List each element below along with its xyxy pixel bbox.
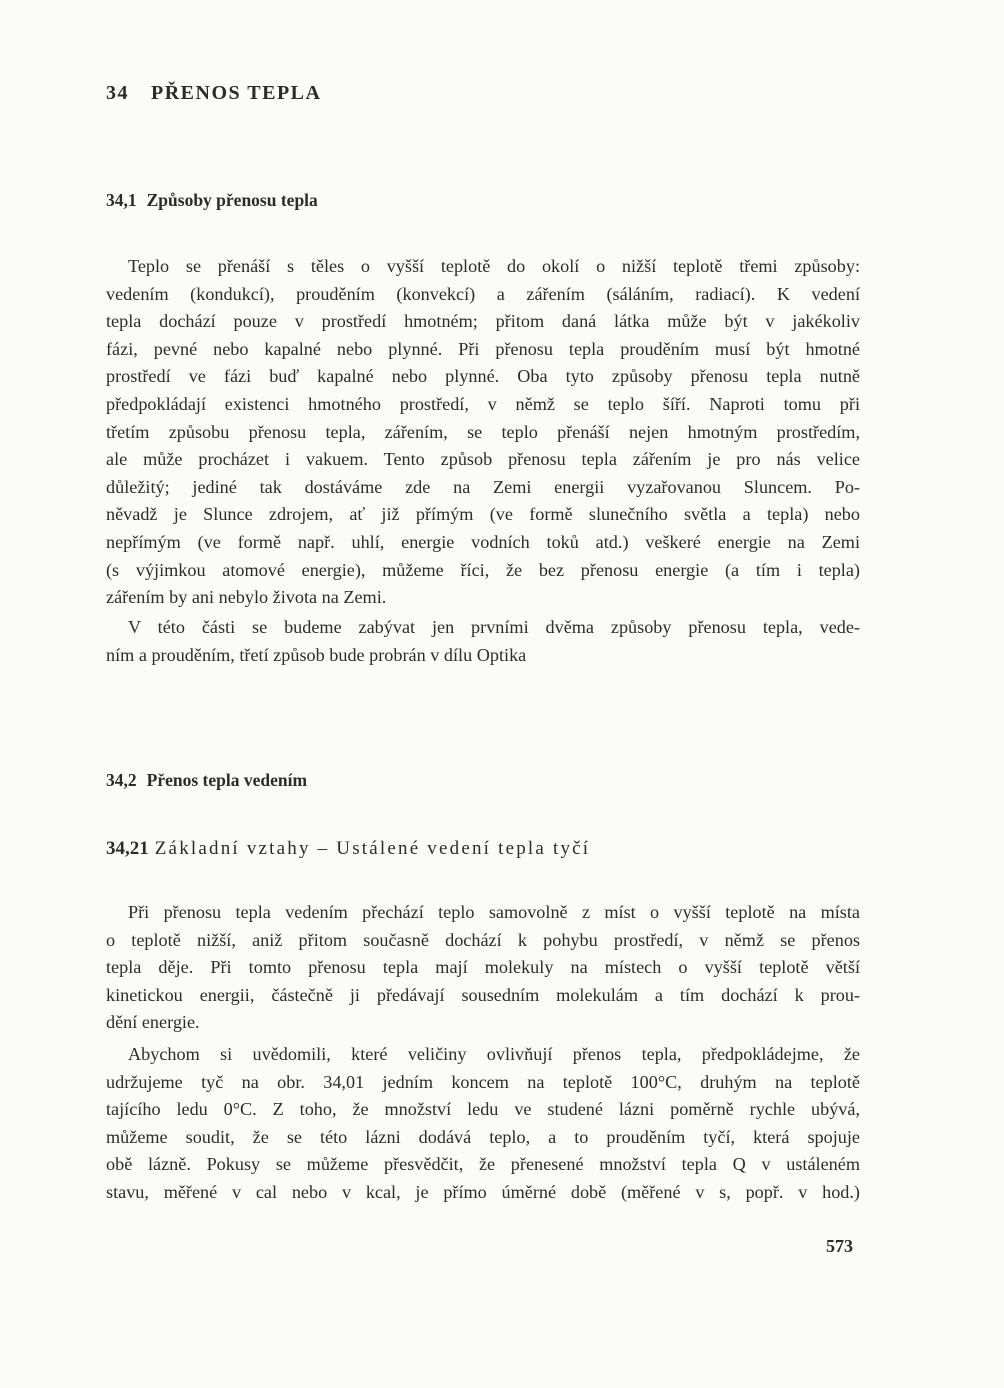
subsection-heading-34-21: [106, 838, 590, 860]
text-line: vedením (kondukcí), prouděním (konvekcí) a zářením (sáláním, radiací). K vedení: [106, 283, 860, 304]
section-title: Způsoby přenosu tepla: [146, 190, 318, 210]
text-line: něvadž je Slunce zdrojem, ať již přímým (ve formě slunečního světla a tepla) nebo: [106, 504, 860, 525]
paragraph-rod-experiment: [106, 1041, 860, 1207]
text-line: fázi, pevné nebo kapalné nebo plynné. Při přenosu tepla prouděním musí být hmotné: [106, 338, 860, 359]
text-line: ním a prouděním, třetí způsob bude probrán v dílu Optika: [106, 644, 527, 665]
section-number: 34,1: [106, 190, 137, 210]
chapter-number: 34: [106, 82, 129, 104]
text-line: dění energie.: [106, 1012, 200, 1033]
text-line: o teplotě nižší, aniž přitom současně dochází k pohybu prostředí, v němž se přenos: [106, 929, 860, 950]
text-line: předpokládají existenci hmotného prostředí, v němž se teplo šíří. Naproti tomu při: [106, 393, 860, 414]
text-line: tepla děje. Při tomto přenosu tepla mají molekuly na místech o vyšší teplotě větší: [106, 957, 860, 978]
chapter-title: [106, 82, 321, 105]
text-line: kinetickou energii, částečně ji předávají sousedním molekulám a tím dochází k prou-: [106, 984, 860, 1005]
text-line: nepřímým (ve formě např. uhlí, energie vodních toků atd.) veškeré energie na Zemi: [106, 531, 860, 552]
section-number: 34,2: [106, 770, 137, 790]
paragraph-scope: [106, 614, 860, 669]
text-line: důležitý; jediné tak dostáváme zde na Zemi energii vyzařovanou Sluncem. Po-: [106, 476, 860, 497]
text-line: třetím způsobu přenosu tepla, zářením, se teplo přenáší nejen hmotným prostředím,: [106, 421, 860, 442]
text-line: tajícího ledu 0°C. Z toho, že množství ledu ve studené lázni poměrně rychle ubývá,: [106, 1099, 860, 1120]
paragraph-conduction-definition: [106, 899, 860, 1037]
text-line: Teplo se přenáší s těles o vyšší teplotě do okolí o nižší teplotě třemi způsoby:: [128, 256, 860, 276]
text-line: ale může procházet i vakuem. Tento způsob přenosu tepla zářením je pro nás velice: [106, 449, 860, 470]
text-line: Abychom si uvědomili, které veličiny ovlivňují přenos tepla, předpokládejme, že: [128, 1044, 860, 1064]
text-line: zářením by ani nebylo života na Zemi.: [106, 587, 387, 608]
text-line: udržujeme tyč na obr. 34,01 jedním koncem na teplotě 100°C, druhým na teplotě: [106, 1071, 860, 1092]
chapter-title-text: PŘENOS TEPLA: [151, 82, 322, 104]
text-line: (s výjimkou atomové energie), můžeme říci, že bez přenosu energie (a tím i tepla): [106, 559, 860, 580]
page-number: 573: [826, 1236, 853, 1256]
text-line: Při přenosu tepla vedením přechází teplo samovolně z míst o vyšší teplotě na místa: [128, 902, 860, 922]
text-line: můžeme soudit, že se této lázni dodává teplo, a to prouděním tyčí, která spojuje: [106, 1126, 860, 1147]
text-line: stavu, měřené v cal nebo v kcal, je přímo úměrné době (měřené v s, popř. v hod.): [106, 1181, 860, 1202]
section-heading-34-1: [106, 190, 318, 211]
text-line: V této části se budeme zabývat jen prvními dvěma způsoby přenosu tepla, vede-: [128, 617, 860, 637]
subsection-number: 34,21: [106, 838, 149, 859]
paragraph-heat-transfer-modes: [106, 253, 860, 612]
text-line: tepla dochází pouze v prostředí hmotném; přitom daná látka může být v jakékoliv: [106, 311, 860, 332]
section-heading-34-2: [106, 770, 307, 791]
text-line: obě lázně. Pokusy se můžeme přesvědčit, že přenesené množství tepla Q v ustáleném: [106, 1154, 860, 1175]
section-title: Přenos tepla vedením: [146, 770, 308, 790]
subsection-title: Základní vztahy – Ustálené vedení tepla tyčí: [154, 838, 591, 859]
text-line: prostředí ve fázi buď kapalné nebo plynné. Oba tyto způsoby přenosu tepla nutně: [106, 366, 860, 387]
